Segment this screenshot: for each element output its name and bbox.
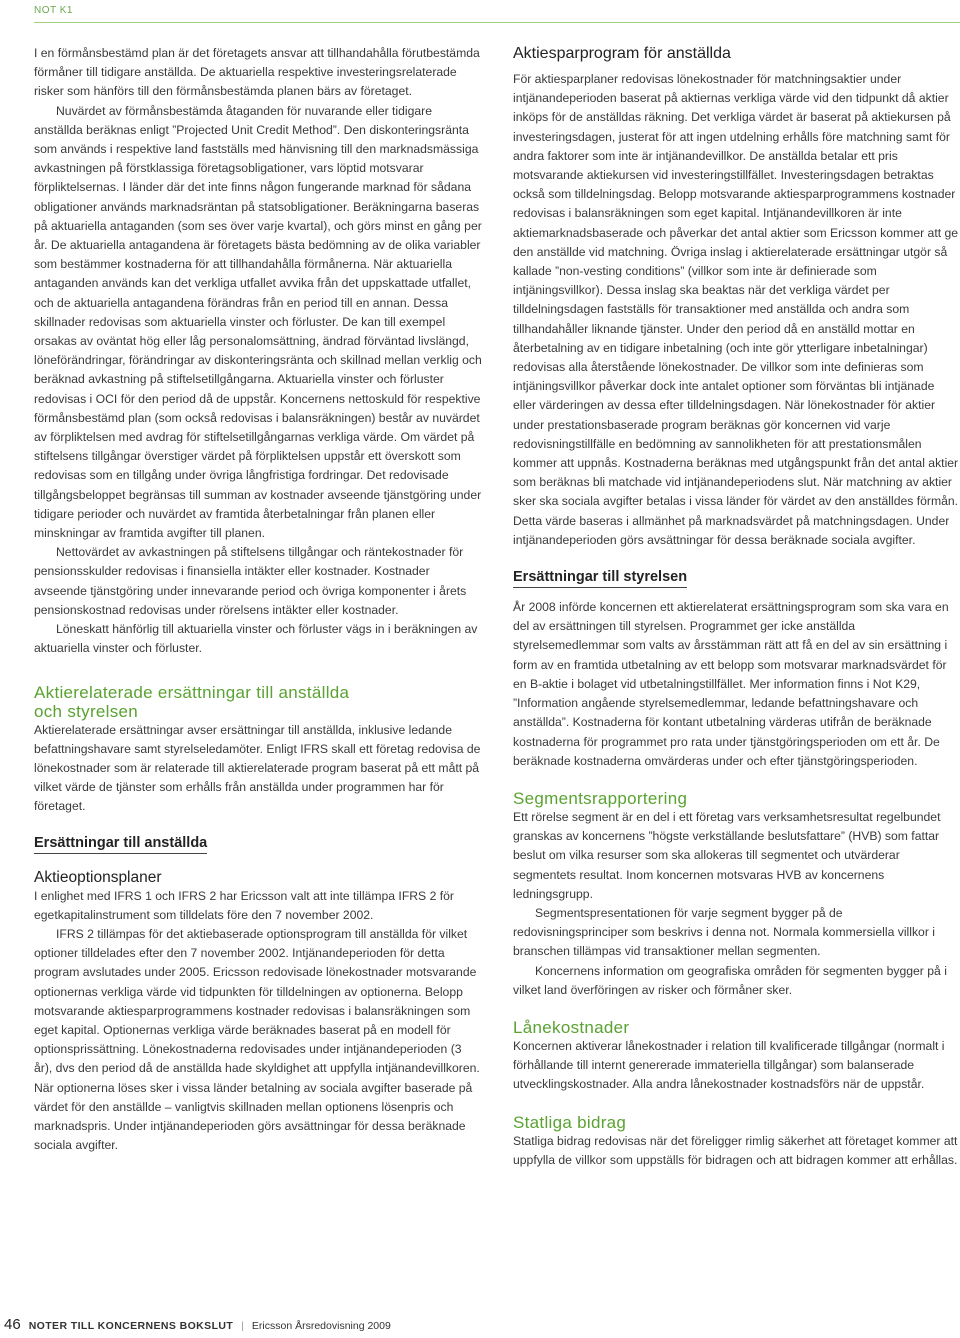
left-column <box>34 44 482 1155</box>
paragraph-segment-1: Ett rörelse segment är en del i ett företag vars verksamhetsresultat regelbundet granskas av koncernens ”högste verkställande beslutsfattare” (HVB) som fattar beslut om vilka resurser som ska allokeras till segmentet och utvärderar segmentets resultat. Inom koncernen motsvaras HVB av koncernens ledningsgrupp. <box>513 809 941 901</box>
paragraph-intro-1: I en förmånsbestämd plan är det företagets ansvar att tillhandahålla förutbestämda förmåner till tidigare anställda. De aktuariella respektive investeringsrelaterade risker som hänförs till den förmånsbestämda planen bärs av företaget. <box>34 46 480 99</box>
heading-aktierelaterade <box>34 683 482 721</box>
paragraph-segment-3: Koncernens information om geografiska områden för segmenten bygger på i vilket land överföringen av risker och förmåner sker. <box>513 963 947 997</box>
heading-ersattningar-anstallda: Ersättningar till anställda <box>34 834 207 854</box>
heading-statliga-bidrag: Statliga bidrag <box>513 1112 627 1132</box>
paragraph-aktierelaterade: Aktierelaterade ersättningar avser ersättningar till anställda, inklusive ledande befattningshavare samt styrelseledamöter. Enligt IFRS skall ett företag redovisa de lönekostnader som är relaterade till aktierelaterade program baserat på ett mått på vilket värde de tjänster som erhålls från anställda under programmen har för företaget. <box>34 722 481 814</box>
paragraph-aktiesparprogram: För aktiesparplaner redovisas lönekostnader för matchningsaktier under intjänandeperioden baserat på aktiernas verkliga värde vid den tidpunkt då aktier inköps för de anställdas räkning. Det verkliga värdet är baserat på aktiekursen på investeringsdagen, justerat för att ingen utdelning erhålls före matchning samt för andra faktorer som inte är intjänandevillkor. De anställda betalar ett pris motsvarande aktiekursen vid investeringstillfället. Investeringsdagen betraktas också som tilldelningsdag. Belopp motsvarande aktiesparprogrammens kostnader redovisas i balansräkningen som eget kapital. Intjänandevillkoren är inte aktiemarknadsbaserade och påverkar det antal aktier som Ericsson kommer att ge den anställde vid matchning. Övriga inslag i aktierelaterade ersättningar utgör så kallade ”non-vesting conditions” (villkor som inte är definierade som intjäningsvillkor). Dessa inslag ska beaktas när det verkliga värdet per tilldelningsdagen fastställs för transaktioner med anställda och andra som tillhandahåller liknande tjänster. Under den period då en anställd mottar en återbetalning av en tidigare inbetalning (och inte gör ytterligare inbetalningar) redovisas alla återstående lönekostnader. De villkor som inte definieras som intjäningsvillkor påverkar dock inte antalet optioner som förväntas bli intjänade eller värderingen av dessa efter tilldelningsdagen. När lönekostnader för aktier under prestationsbaserade program beräknas gör koncernen vid varje redovisningstillfälle en bedömning av sannolikheten för att prestationsmålen kommer att uppnås. Kostnaderna beräknas med utgångspunkt från det antal aktier som beräknas bli matchade vid intjänandeperiodens slut. När matchning av aktier sker ska sociala avgifter betalas i vissa länder för värdet av den anställdes förmån. Detta värde baseras i allmänhet på marknadsvärdet på matchningsdagen. Under intjänandeperioden görs avsättningar för dessa beräknade sociala avgifter. <box>513 72 959 547</box>
page-footer <box>0 1316 391 1336</box>
paragraph-intro-4: Löneskatt hänförlig till aktuariella vinster och förluster vägs in i beräkningen av aktuariella vinster och förluster. <box>34 622 478 656</box>
heading-aktiesparprogram: Aktiesparprogram för anställda <box>513 45 731 62</box>
paragraph-aktieoption-1: I enlighet med IFRS 1 och IFRS 2 har Ericsson valt att inte tillämpa IFRS 2 för egetkapitalinstrument som tilldelats före den 7 november 2002. <box>34 888 454 922</box>
footer-separator: | <box>241 1320 244 1332</box>
heading-segmentsrapportering: Segmentsrapportering <box>513 788 688 808</box>
header-rule <box>34 22 960 23</box>
paragraph-lanekostnader: Koncernen aktiverar lånekostnader i relation till kvalificerade tillgångar (normalt i förhållande till internt genererade immateriella tillgångar) som balanserade utvecklingskostnader. Alla andra lånekostnader kostnadsförs när de uppstår. <box>513 1038 945 1092</box>
right-column <box>513 44 959 1170</box>
heading-aktierelaterade-line-1: Aktierelaterade ersättningar till anställda <box>34 682 350 702</box>
paragraph-statliga-bidrag: Statliga bidrag redovisas när det föreligger rimlig säkerhet att företaget kommer att uppfylla de villkor som uppställs för bidragen och att bidragen kommer att erhållas. <box>513 1133 958 1167</box>
paragraph-intro-3: Nettovärdet av avkastningen på stiftelsens tillgångar och räntekostnader för pensionsskulder redovisas i finansiella intäkter eller kostnader. Kostnader avseende tjänstgöring under innevarande period och övriga komponenter i årets pensionskostnad redovisas under rörelsens intäkter eller kostnader. <box>34 545 467 617</box>
paragraph-styrelsen: År 2008 införde koncernen ett aktierelaterat ersättningsprogram som ska vara en del av ersättningen till styrelsen. Programmet ger icke anställda styrelsemedlemmar som valts av årsstämman rätt att få en del av sin ersättning i form av en framtida utbetalning av ett belopp som motsvarar marknadsvärdet för en B-aktie i bolaget vid utbetalningstillfället. Mer information finns i Not K29, ”Information angående styrelsemedlemmar, ledande befattningshavare och anställda”. Kostnaderna för kontant utbetalning värderas utifrån de beräknade kostnaderna för programmet pro rata under tjänstgöringsperioden om ett år. De beräknade kostnaderna omvärderas under och efter tjänstgöringsperioden. <box>513 600 949 768</box>
paragraph-aktieoption-2: IFRS 2 tillämpas för det aktiebaserade optionsprogram till anställda för vilket optioner tilldelades efter den 7 november 2002. Intjänandeperioden för detta program avslutades under 2005. Ericsson redovisade lönekostnader motsvarande optionernas verkliga värde vid tidpunkten för tilldelningen av optionerna. Belopp motsvarande aktiesparprogrammens kostnader redovisas i balansräkningen som eget kapital. Optionernas verkliga värde beräknades baserat på en modell för optionsprissättning. Lönekostnaderna redovisades under intjänandeperioden (3 år), dvs den period då de anställda hade skyldighet att uppfylla intjänandevillkoren. När optionerna löses sker i vissa länder betalning av sociala avgifter baserade på värdet för den anställde – vanligtvis skillnaden mellan optionens lösenpris och marknadspris. Under intjänandeperioden görs avsättningar för dessa beräknade sociala avgifter. <box>34 926 480 1153</box>
heading-aktierelaterade-line-2: och styrelsen <box>34 701 139 721</box>
heading-ersattningar-styrelsen: Ersättningar till styrelsen <box>513 568 687 588</box>
paragraph-segment-2: Segmentspresentationen för varje segment bygger på de redovisningsprinciper som beskrivs i denna not. Normala kommersiella villkor i branschen tillämpas vid transaktioner mellan segmenten. <box>513 905 935 959</box>
footer-section-title: NOTER TILL KONCERNENS BOKSLUT <box>28 1320 234 1332</box>
footer-report-title: Ericsson Årsredovisning 2009 <box>251 1320 391 1332</box>
paragraph-intro-2: Nuvärdet av förmånsbestämda åtaganden för nuvarande eller tidigare anställda beräknas enligt ”Projected Unit Credit Method”. Den diskonteringsränta som används i respektive land fastställs med hänvisning till den marknadsmässiga avkastningen på förstklassiga företagsobligationer, vars löptid motsvarar förpliktelsernas. I länder där det inte finns någon fungerande marknad för sådana obligationer används marknadsräntan på statsobligationer. Beräkningarna baseras på aktuariella antaganden (som ses över varje kvartal), och görs minst en gång per år. De aktuariella antagandena är företagets bästa bedömning av de olika variabler som bestämmer kostnaderna för att tillhandahålla förmånerna. När aktuariella antaganden används kan det verkliga utfallet avvika från det uppskattade utfallet, och de aktuariella antagandena förändras från en period till en annan. Dessa skillnader redovisas som aktuariella vinster och förluster. De kan till exempel orsakas av oväntat hög eller låg personalomsättning, ändrad förväntad livslängd, löneförändringar, förändringar av diskonteringsränta och skillnad mellan verklig och beräknad avkastning på stiftelsetillgångarna. Aktuariella vinster och förluster redovisas i OCI för den period då de uppstår. Koncernens nettoskuld för respektive förmånsbestämd plan (som också redovisas i balansräkningen) består av nuvärdet av förpliktelsen med avdrag för stiftelsetillgångarnas verkliga värde. Om värdet på stiftelsens tillgångar överstiger värdet på förpliktelsen uppstår ett överskott som redovisas som en tillgång under övriga långfristiga fordringar. Det redovisade tillgångsbeloppet begränsas till summan av kostnader avseende tjänstgöring under tidigare perioder och nuvärdet av framtida återbetalningar från planen eller minskningar av framtida avgifter till planen. <box>34 103 482 541</box>
heading-lanekostnader: Lånekostnader <box>513 1017 630 1037</box>
heading-aktieoptionsplaner: Aktieoptionsplaner <box>34 868 162 886</box>
page-number: 46 <box>4 1316 21 1333</box>
note-tag: NOT K1 <box>34 5 73 16</box>
